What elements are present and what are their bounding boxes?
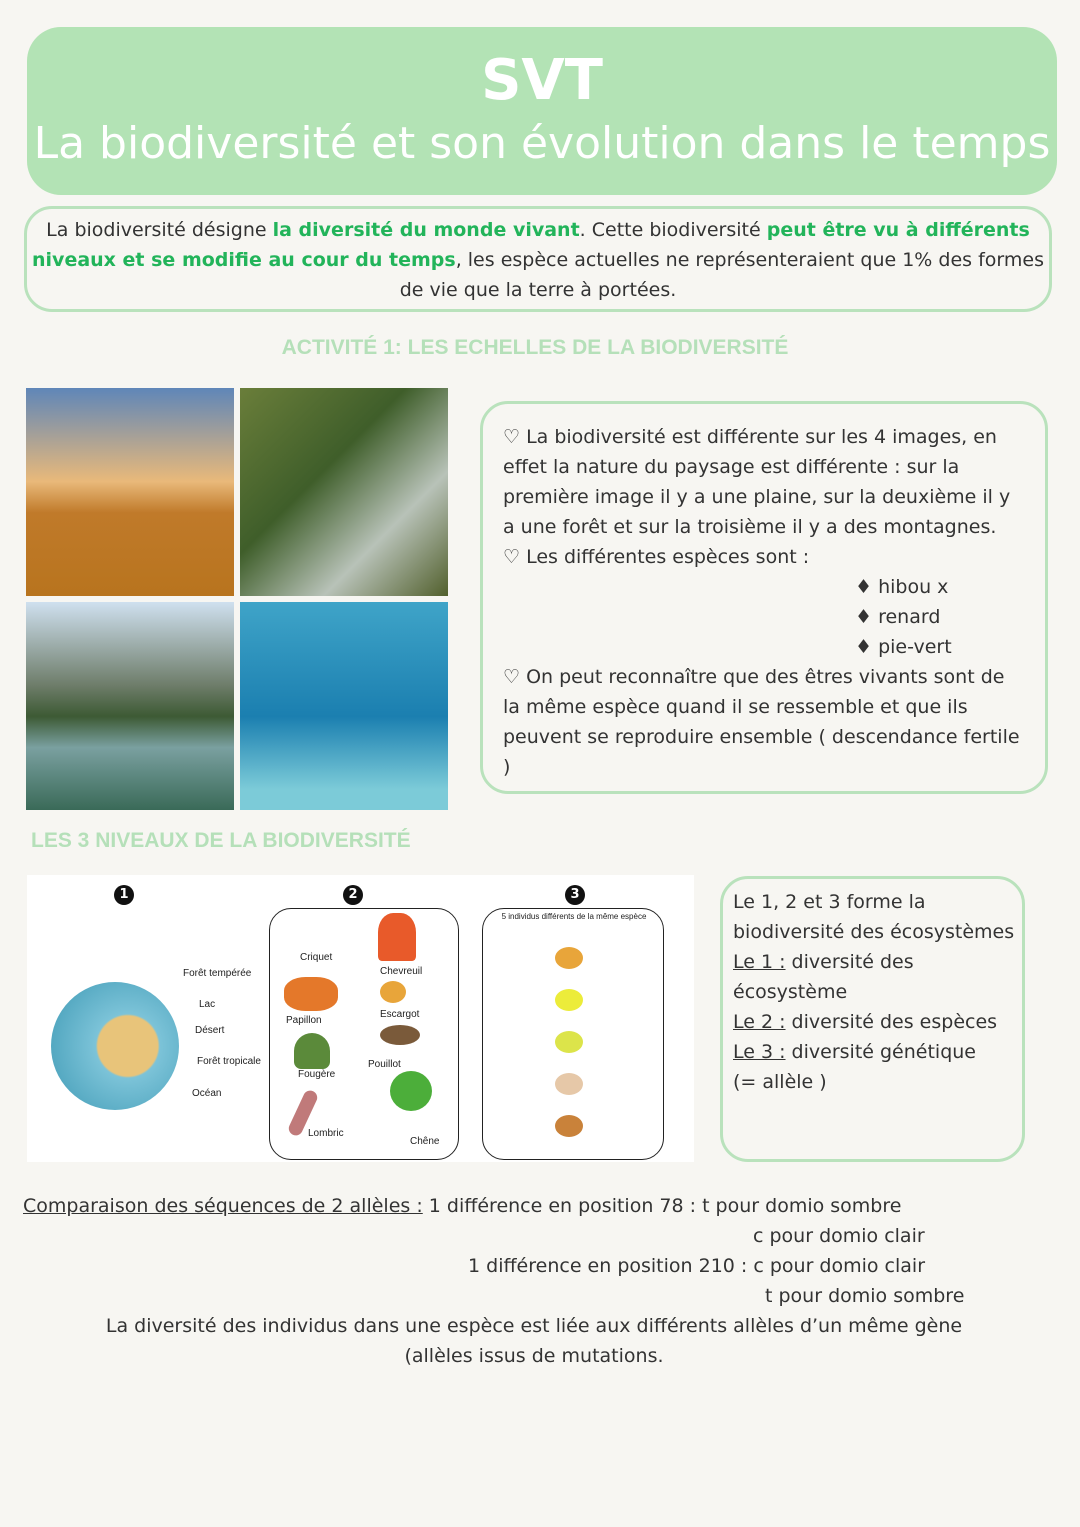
- snail-icon: [555, 1031, 583, 1053]
- deer-icon: [378, 913, 416, 961]
- intro-text: . Cette biodiversité: [579, 219, 767, 241]
- answer-text: Le 1 : diversité des écosystème: [733, 951, 914, 1003]
- species-item: ♦ hibou x: [855, 576, 949, 598]
- species-item: ♦ renard: [855, 606, 941, 628]
- bird-icon: [380, 1025, 420, 1045]
- page-subtitle: La biodiversité et son évolution dans le temps: [33, 118, 1051, 169]
- ecosystem-label: Océan: [192, 1088, 222, 1099]
- answer-text: ♡ On peut reconnaître que des êtres vivants sont de la même espèce quand il se ressemble et que ils peuvent se reproduire ensemble ( descendance fertile ): [503, 666, 1020, 778]
- answer-text: ♡ La biodiversité est différente sur les 4 images, en effet la nature du paysage est différente : sur la première image il y a une plaine, sur la deuxième il y a une forêt et sur la troisième il y a des montagnes.: [503, 426, 1011, 538]
- ecosystem-label: Lac: [199, 999, 216, 1010]
- mountain-lake-photo: [26, 602, 234, 810]
- snail-icon: [555, 1115, 583, 1137]
- savanna-photo: [26, 388, 234, 596]
- answer-text: ♡ Les différentes espèces sont :: [503, 546, 810, 568]
- globe-icon: [51, 982, 179, 1110]
- species-label: Chêne: [410, 1136, 440, 1147]
- comparison-line: c pour domio clair: [753, 1225, 925, 1247]
- answer-text: (= allèle ): [733, 1071, 827, 1093]
- levels-heading: LES 3 NIVEAUX DE LA BIODIVERSITÉ: [31, 829, 411, 852]
- levels-answer-box: [720, 876, 1025, 1162]
- intro-highlight: peut être vu à différents niveaux et se modifie au cour du temps: [32, 219, 1030, 271]
- comparison-line: t pour domio sombre: [765, 1285, 965, 1307]
- species-bubble: [269, 908, 459, 1160]
- species-label: Escargot: [380, 1009, 420, 1020]
- forest-photo: [240, 388, 448, 596]
- snail-icon: [555, 1073, 583, 1095]
- snail-icon: [555, 989, 583, 1011]
- fern-icon: [294, 1033, 330, 1069]
- genetic-caption: 5 individus différents de la même espèce: [501, 912, 647, 921]
- biodiversity-levels-diagram: [27, 875, 694, 1162]
- title-banner: [27, 27, 1057, 195]
- number-badge: 1: [114, 885, 134, 905]
- species-label: Criquet: [300, 952, 333, 963]
- comparison-line: 1 différence en position 210 : c pour domio clair: [468, 1255, 926, 1277]
- activity-answer-box: [480, 401, 1048, 794]
- genetic-bubble: [482, 908, 664, 1160]
- intro-text: La biodiversité désigne: [46, 219, 273, 241]
- intro-box: [24, 206, 1052, 312]
- species-label: Papillon: [286, 1015, 322, 1026]
- species-item: ♦ pie-vert: [855, 636, 952, 658]
- answer-text: Le 1, 2 et 3 forme la biodiversité des écosystèmes: [733, 891, 1015, 943]
- ocean-photo: [240, 602, 448, 810]
- comparison-line: Comparaison des séquences de 2 allèles : 1 différence en position 78 : t pour domio sombre: [23, 1195, 902, 1217]
- snail-icon: [555, 947, 583, 969]
- species-list: [855, 572, 952, 662]
- intro-highlight: la diversité du monde vivant: [272, 219, 580, 241]
- species-label: Chevreuil: [380, 966, 423, 977]
- ecosystem-label: Forêt tropicale: [197, 1056, 261, 1067]
- species-label: Pouillot: [368, 1059, 401, 1070]
- conclusion-text: (allèles issus de mutations.: [404, 1345, 664, 1367]
- activity-heading: ACTIVITÉ 1: LES ECHELLES DE LA BIODIVERSITÉ: [281, 336, 789, 359]
- ecosystem-label: Désert: [195, 1025, 225, 1036]
- oak-icon: [390, 1071, 432, 1111]
- number-badge: 2: [343, 885, 363, 905]
- page-title: SVT: [481, 48, 603, 113]
- butterfly-icon: [284, 977, 338, 1011]
- intro-text: , les espèce actuelles ne représenteraient que 1% des formes de vie que la terre à portées.: [399, 249, 1044, 301]
- species-label: Lombric: [308, 1128, 344, 1139]
- snail-icon: [380, 981, 406, 1003]
- answer-text: Le 3 : diversité génétique: [733, 1041, 976, 1063]
- conclusion-text: La diversité des individus dans une espèce est liée aux différents allèles d’un même gène: [105, 1315, 963, 1337]
- ecosystem-label: Forêt tempérée: [183, 968, 252, 979]
- answer-text: Le 2 : diversité des espèces: [733, 1011, 998, 1033]
- number-badge: 3: [565, 885, 585, 905]
- species-label: Fougère: [298, 1069, 336, 1080]
